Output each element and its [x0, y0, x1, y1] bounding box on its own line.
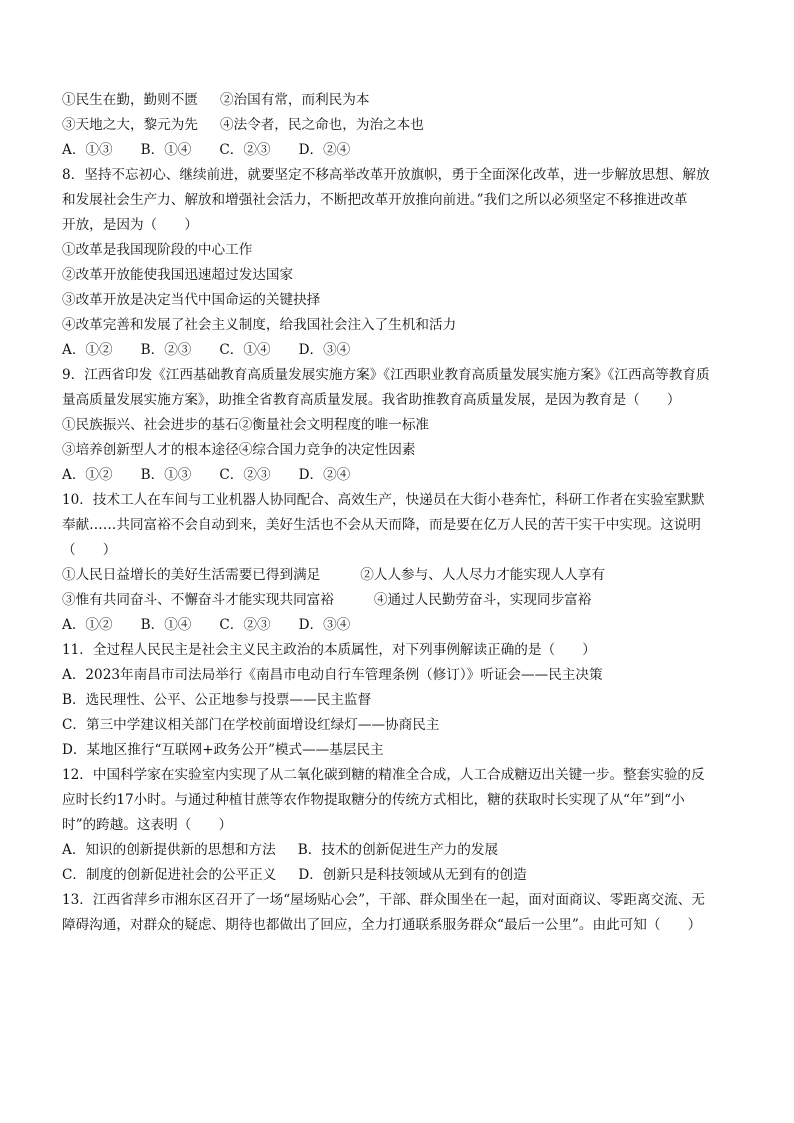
- q11-option-d[interactable]: D．某地区推行“互联网+政务公开”模式——基层民主: [62, 742, 384, 758]
- q8-option-a[interactable]: A．①②: [62, 342, 113, 358]
- q7-option-d[interactable]: D．②④: [298, 142, 351, 158]
- q8-item-1: ①改革是我国现阶段的中心工作: [62, 242, 253, 258]
- q7-item-2: ②治国有常，而利民为本: [219, 92, 370, 108]
- q10-option-d[interactable]: D．③④: [298, 617, 351, 633]
- q7-items-row-2: [62, 113, 737, 138]
- q12-stem-line-3: 时”的跨越。这表明（ ）: [62, 817, 233, 833]
- q8-item-2: ②改革开放能使我国迅速超过发达国家: [62, 267, 294, 283]
- q13-stem-line-1: 13．江西省萍乡市湘东区召开了一场“屋场贴心会”，干部、群众围坐在一起，面对面商议、零距离交流、无: [62, 892, 705, 908]
- q10-item-1: ①人民日益增长的美好生活需要已得到满足: [62, 567, 321, 583]
- q10-option-a[interactable]: A．①②: [62, 617, 113, 633]
- q12-option-c[interactable]: C．制度的创新促进社会的公平正义: [62, 867, 277, 883]
- q10-stem-line-2: 奉献……共同富裕不会自动到来，美好生活也不会从天而降，而是要在亿万人民的苦干实干中实现。这说明: [62, 517, 701, 533]
- q10-options: [62, 613, 737, 638]
- q10-item-3: ③惟有共同奋斗、不懈奋斗才能实现共同富裕: [62, 592, 334, 608]
- q7-item-1: ①民生在勤，勤则不匮: [62, 92, 198, 108]
- q9-items-row-1: ①民族振兴、社会进步的基石②衡量社会文明程度的唯一标准: [62, 417, 430, 433]
- q9-options: [62, 463, 737, 488]
- q12-options-row-2: [62, 863, 737, 888]
- q8-item-3: ③改革开放是决定当代中国命运的关键抉择: [62, 292, 321, 308]
- q10-option-b[interactable]: B．①④: [140, 617, 192, 633]
- q8-options: [62, 338, 737, 363]
- q7-item-4: ④法令者，民之命也，为治之本也: [219, 117, 424, 133]
- q8-option-d[interactable]: D．③④: [298, 342, 351, 358]
- q9-stem-line-2: 量高质量发展实施方案》，助推全省教育高质量发展。我省助推教育高质量发展，是因为教育是（ ）: [62, 392, 681, 408]
- q9-items-row-2: ③培养创新型人才的根本途径④综合国力竞争的决定性因素: [62, 442, 416, 458]
- q8-item-4: ④改革完善和发展了社会主义制度，给我国社会注入了生机和活力: [62, 317, 457, 333]
- q10-items-row-2: [62, 588, 737, 613]
- q12-option-d[interactable]: D．创新只是科技领域从无到有的创造: [298, 867, 527, 883]
- q9-option-c[interactable]: C．②③: [219, 467, 271, 483]
- q12-option-a[interactable]: A．知识的创新提供新的思想和方法: [62, 842, 276, 858]
- exam-page: [62, 88, 737, 938]
- q7-options: [62, 138, 737, 163]
- q9-option-a[interactable]: A．①②: [62, 467, 113, 483]
- q8-stem-line-3: 开放，是因为（ ）: [62, 217, 198, 233]
- q11-option-a[interactable]: A．2023年南昌市司法局举行《南昌市电动自行车管理条例（修订）》听证会——民主决策: [62, 667, 603, 683]
- q7-option-b[interactable]: B．①④: [140, 142, 192, 158]
- q9-stem-line-1: 9．江西省印发《江西基础教育高质量发展实施方案》《江西职业教育高质量发展实施方案》《江西高等教育质: [62, 367, 710, 383]
- q12-stem-line-2: 应时长约17小时。与通过种植甘蔗等农作物提取糖分的传统方式相比，糖的获取时长实现了从“年”到“小: [62, 792, 685, 808]
- q10-stem-line-1: 10．技术工人在车间与工业机器人协同配合、高效生产，快递员在大街小巷奔忙，科研工作者在实验室默默: [62, 492, 705, 508]
- q7-option-a[interactable]: A．①③: [62, 142, 113, 158]
- q10-item-4: ④通过人民勤劳奋斗，实现同步富裕: [373, 592, 592, 608]
- q11-option-b[interactable]: B．选民理性、公平、公正地参与投票——民主监督: [62, 692, 372, 708]
- q10-item-2: ②人人参与、人人尽力才能实现人人享有: [360, 567, 605, 583]
- q12-option-b[interactable]: B．技术的创新促进生产力的发展: [297, 842, 499, 858]
- q12-options-row-1: [62, 838, 737, 863]
- q10-items-row-1: [62, 563, 737, 588]
- q9-option-b[interactable]: B．①③: [140, 467, 192, 483]
- q11-stem: 11．全过程人民民主是社会主义民主政治的本质属性，对下列事例解读正确的是（ ）: [62, 642, 596, 658]
- q10-stem-line-3: （ ）: [62, 542, 117, 558]
- q8-stem-line-1: 8．坚持不忘初心、继续前进，就要坚定不移高举改革开放旗帜，勇于全面深化改革，进一步解放思想、解放: [62, 167, 710, 183]
- q7-option-c[interactable]: C．②③: [219, 142, 271, 158]
- q8-stem-line-2: 和发展社会生产力、解放和增强社会活力，不断把改革开放推向前进。”我们之所以必须坚定不移推进改革: [62, 192, 688, 208]
- q7-items-row-1: [62, 88, 737, 113]
- q10-option-c[interactable]: C．②③: [219, 617, 271, 633]
- q11-option-c[interactable]: C．第三中学建议相关部门在学校前面增设红绿灯——协商民主: [62, 717, 440, 733]
- q8-option-c[interactable]: C．①④: [219, 342, 271, 358]
- q9-option-d[interactable]: D．②④: [298, 467, 351, 483]
- q12-stem-line-1: 12．中国科学家在实验室内实现了从二氧化碳到糖的精准全合成，人工合成糖迈出关键一步。整套实验的反: [62, 767, 705, 783]
- q8-option-b[interactable]: B．②③: [140, 342, 192, 358]
- q7-item-3: ③天地之大，黎元为先: [62, 117, 198, 133]
- q13-stem-line-2: 障碍沟通，对群众的疑虑、期待也都做出了回应，全力打通联系服务群众“最后一公里”。由此可知（ ）: [62, 917, 702, 933]
